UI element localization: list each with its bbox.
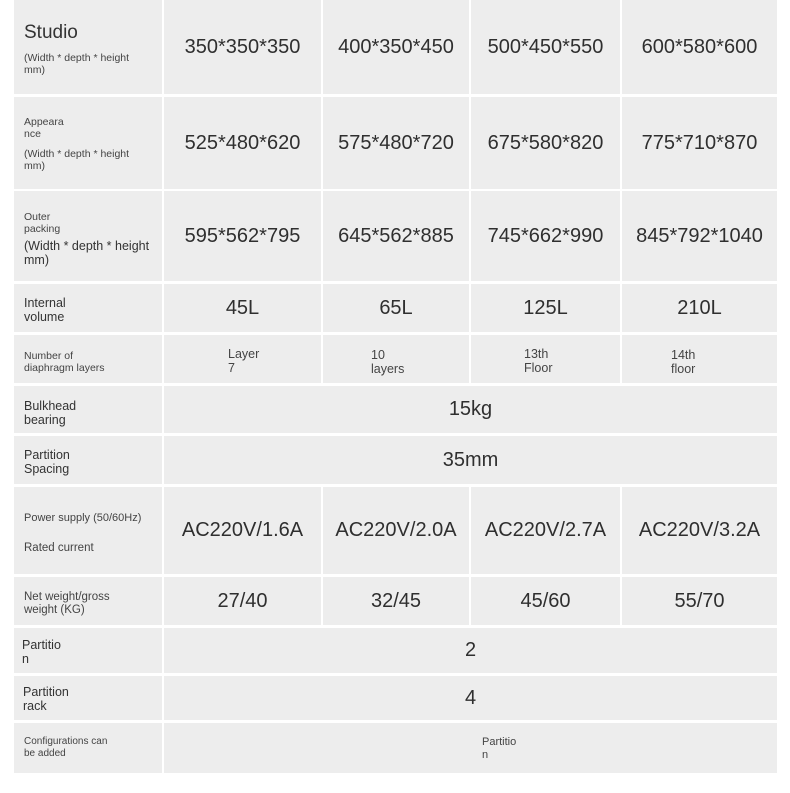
label-line: Number of: [24, 350, 74, 362]
value-line: floor: [671, 362, 696, 376]
label-line: Bulkhead: [24, 399, 77, 413]
row-label: [14, 436, 162, 484]
row-label: [14, 487, 162, 574]
cell-value: 15kg: [164, 386, 777, 433]
label-sub: (Width * depth * height: [24, 52, 130, 64]
cell-value: 45/60: [471, 577, 620, 625]
row-power-supply: [14, 487, 777, 574]
cell-value: 400*350*450: [323, 0, 469, 94]
label-line: Net weight/gross: [24, 591, 110, 603]
row-partition: [14, 628, 777, 673]
label-line: packing: [24, 223, 61, 235]
row-label: [14, 0, 162, 94]
row-configurations: [14, 723, 777, 773]
value-line: 7: [228, 361, 235, 375]
cell-value: 745*662*990: [471, 191, 620, 281]
label-line: volume: [24, 310, 65, 324]
cell-value: 525*480*620: [164, 97, 321, 189]
cell-value: 27/40: [164, 577, 321, 625]
label-line: bearing: [24, 413, 66, 427]
label-line: diaphragm layers: [24, 362, 105, 374]
cell-value: 775*710*870: [622, 97, 777, 189]
label-line: Partition: [23, 685, 69, 699]
cell-value: [622, 335, 777, 383]
label-sub: (Width * depth * height: [24, 239, 150, 253]
cell-value: AC220V/2.7A: [471, 487, 620, 574]
label-sub-unit: mm): [24, 64, 45, 76]
cell-value: 65L: [323, 284, 469, 332]
row-label: [14, 628, 162, 673]
label-line: Partition: [24, 448, 70, 462]
value-line: Floor: [524, 361, 553, 375]
row-internal-volume: [14, 284, 777, 332]
row-partition-spacing: [14, 436, 777, 484]
cell-value: 600*580*600: [622, 0, 777, 94]
cell-value: 350*350*350: [164, 0, 321, 94]
row-diaphragm-layers: [14, 335, 777, 383]
label-line: weight (KG): [24, 604, 85, 616]
label-line: Internal: [24, 296, 66, 310]
cell-value: 845*792*1040: [622, 191, 777, 281]
label-line: n: [22, 652, 29, 666]
label-line: rack: [23, 699, 47, 713]
row-bulkhead-bearing: [14, 386, 777, 433]
cell-value: [471, 335, 620, 383]
cell-value: AC220V/2.0A: [323, 487, 469, 574]
row-label: [14, 386, 162, 433]
label-line: Spacing: [24, 462, 70, 476]
label-line: Power supply (50/60Hz): [24, 512, 142, 524]
value-line: layers: [371, 362, 405, 376]
value-line: Partitio: [482, 736, 517, 748]
row-label: [14, 676, 162, 720]
label-line: nce: [24, 128, 41, 140]
value-line: 10: [371, 348, 385, 362]
label-line: Outer: [24, 211, 51, 223]
cell-value: [323, 335, 469, 383]
row-studio: [14, 0, 777, 94]
label-sub: (Width * depth * height: [24, 148, 130, 160]
cell-value: 2: [164, 628, 777, 673]
label-sub-unit: mm): [24, 160, 45, 172]
cell-value: 35mm: [164, 436, 777, 484]
label-line: be added: [24, 748, 66, 759]
cell-value: 4: [164, 676, 777, 720]
cell-value: 645*562*885: [323, 191, 469, 281]
label-line: Appeara: [24, 116, 64, 128]
cell-value: AC220V/1.6A: [164, 487, 321, 574]
row-label: [14, 577, 162, 625]
cell-value: 595*562*795: [164, 191, 321, 281]
cell-value: 500*450*550: [471, 0, 620, 94]
cell-value: [164, 335, 321, 383]
cell-value: AC220V/3.2A: [622, 487, 777, 574]
value-line: n: [482, 749, 489, 761]
cell-value: 210L: [622, 284, 777, 332]
row-label: [14, 191, 162, 281]
value-line: Layer: [228, 347, 260, 361]
row-label: [14, 335, 162, 383]
row-label: [14, 284, 162, 332]
value-line: 13th: [524, 347, 549, 361]
row-weight: [14, 577, 777, 625]
label-line: Partitio: [22, 638, 61, 652]
cell-value: 45L: [164, 284, 321, 332]
cell-value: 675*580*820: [471, 97, 620, 189]
cell-value: 55/70: [622, 577, 777, 625]
cell-value: [164, 723, 777, 773]
cell-value: 575*480*720: [323, 97, 469, 189]
label-line: Configurations can: [24, 736, 108, 747]
cell-value: 32/45: [323, 577, 469, 625]
value-line: 14th: [671, 348, 696, 362]
label-line: Rated current: [24, 542, 94, 554]
label-studio: Studio: [24, 22, 78, 43]
row-partition-rack: [14, 676, 777, 720]
label-sub-unit: mm): [24, 253, 49, 267]
row-outer-packing: [14, 191, 777, 281]
row-label: [14, 97, 162, 189]
row-label: [14, 723, 162, 773]
row-appearance: [14, 97, 777, 189]
cell-value: 125L: [471, 284, 620, 332]
